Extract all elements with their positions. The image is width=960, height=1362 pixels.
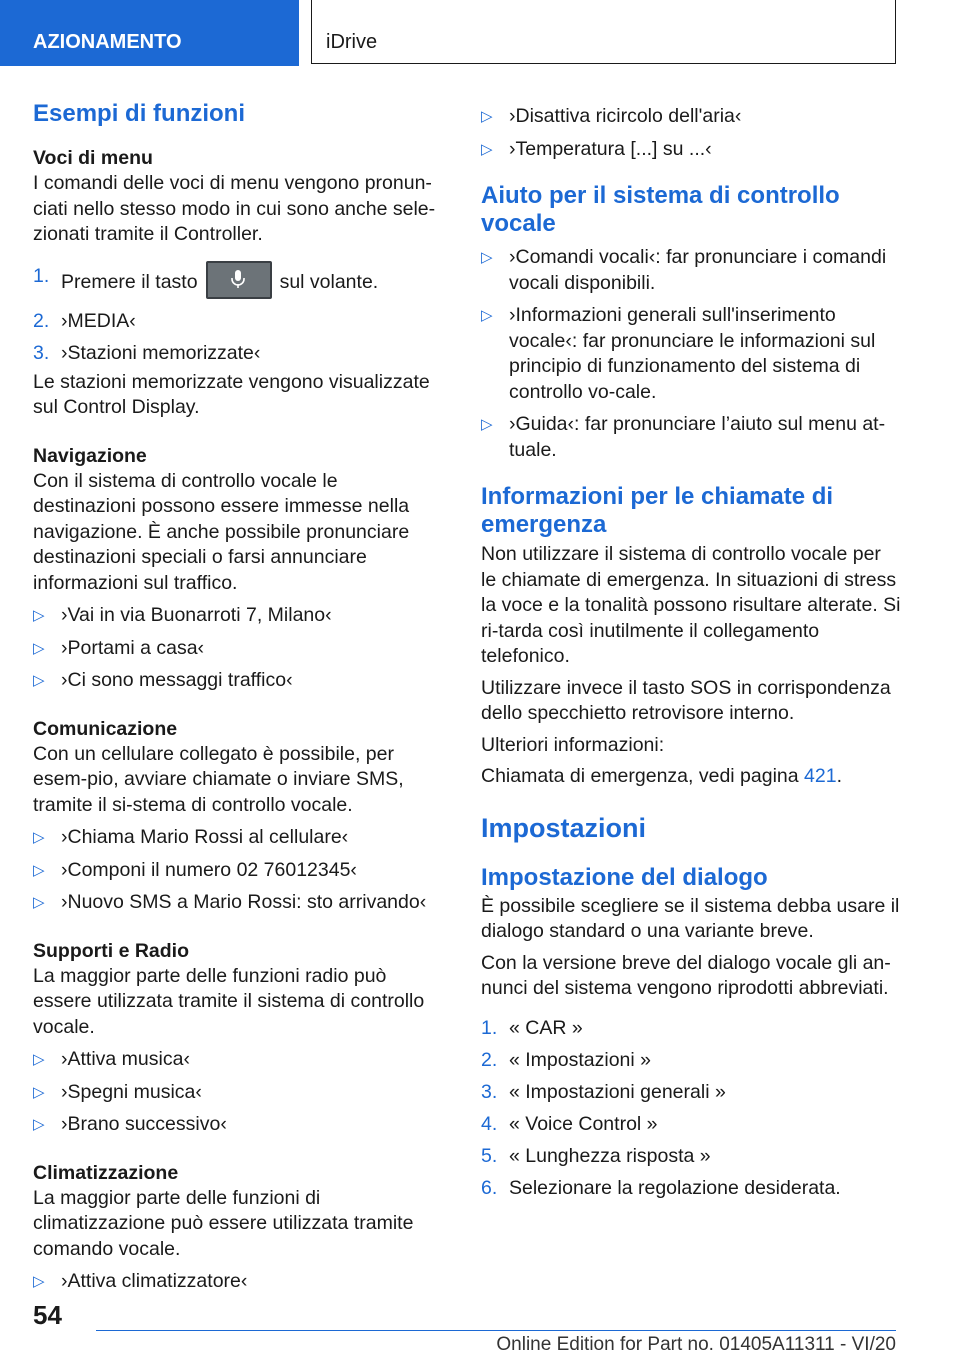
subsection-tab: iDrive [311,0,896,64]
clima-list-cont [481,104,901,162]
list-item: ▷ ›Guida‹: far pronunciare l’aiuto sul menu at-tuale. [481,413,886,461]
list-item: 1. « CAR » [481,1016,901,1042]
menu-after: Le stazioni memorizzate vengono visualizzate sul Control Display. [33,370,430,418]
settings-title: Impostazioni [481,812,647,843]
triangle-bullet-icon: ▷ [481,108,493,125]
list-item: ▷ ›Brano successivo‹ [33,1112,445,1138]
clima-list [33,1269,445,1295]
list-item: ▷ ›Chiama Mario Rossi al cellulare‹ [33,825,445,851]
step-number: 3. [481,1080,498,1103]
list-item: 2. « Impostazioni » [481,1048,901,1074]
media-text: La maggior parte delle funzioni radio può essere utilizzata tramite il sistema di controllo vocale. [33,964,425,1038]
media-list [33,1047,445,1138]
triangle-bullet-icon: ▷ [33,1083,45,1101]
list-item: 3. ›Stazioni memorizzate‹ [33,341,445,367]
triangle-bullet-icon: ▷ [481,416,493,433]
list-item: 1. Premere il tasto sul volante. [33,264,445,302]
triangle-bullet-icon: ▷ [481,140,493,158]
page-number: 54 [33,1300,62,1330]
microphone-icon [229,269,247,289]
clima-heading: Climatizzazione [33,1161,179,1184]
list-item: 2. ›MEDIA‹ [33,309,445,335]
triangle-bullet-icon: ▷ [481,307,493,324]
footer-divider [96,1330,896,1331]
media-heading: Supporti e Radio [33,939,189,962]
triangle-bullet-icon: ▷ [33,1273,45,1290]
step-number: 1. [33,264,50,287]
left-column [33,100,445,1295]
section-tab: AZIONAMENTO [0,0,299,66]
list-item: ▷ ›Disattiva ricircolo dell'aria‹ [481,104,901,130]
list-item: 5. « Lunghezza risposta » [481,1144,901,1170]
settings-steps [481,1016,901,1202]
emergency-p2: Utilizzare invece il tasto SOS in corrispondenza dello specchietto retrovisore interno. [481,676,891,724]
list-item: ▷ ›Componi il numero 02 76012345‹ [33,858,445,884]
list-item: ▷ ›Temperatura [...] su ...‹ [481,137,901,163]
triangle-bullet-icon: ▷ [481,249,493,266]
step-number: 1. [481,1016,498,1039]
nav-heading: Navigazione [33,444,147,467]
menu-heading: Voci di menu [33,147,153,169]
dialog-p1: È possibile scegliere se il sistema debba usare il dialogo standard o una variante breve. [481,894,900,942]
footer-edition: Online Edition for Part no. 01405A11311 - VI/20 [496,1334,896,1355]
nav-list [33,603,445,694]
step-number: 4. [481,1112,498,1135]
list-item: 4. « Voice Control » [481,1112,901,1138]
voice-key [206,261,272,299]
comm-heading: Comunicazione [33,717,178,740]
comm-text: Con un cellulare collegato è possibile, per esem-pio, avviare chiamate o inviare SMS, tramite il si-stema di controllo vocale. [33,742,404,816]
list-item: 6. Selezionare la regolazione desiderata. [481,1176,901,1202]
page-link[interactable]: 421 [804,765,837,787]
triangle-bullet-icon: ▷ [33,861,45,879]
clima-text: La maggior parte delle funzioni di climatizzazione può essere utilizzata tramite comando vocale. [33,1186,414,1260]
triangle-bullet-icon: ▷ [33,672,45,689]
page-header [0,0,960,66]
triangle-bullet-icon: ▷ [33,1116,45,1133]
step-number: 2. [33,309,50,332]
triangle-bullet-icon: ▷ [33,829,45,846]
triangle-bullet-icon: ▷ [33,639,45,657]
list-item: ▷ ›Vai in via Buonarroti 7, Milano‹ [33,603,445,629]
menu-steps [33,264,445,367]
menu-text: I comandi delle voci di menu vengono pronun-ciati nello stesso modo in cui sono anche sele-zionati tramite il Controller. [33,172,436,245]
triangle-bullet-icon: ▷ [33,894,45,911]
list-item: ▷ ›Portami a casa‹ [33,636,445,662]
help-list [481,245,901,463]
step-number: 3. [33,342,50,364]
list-item: ▷ ›Comandi vocali‹: far pronunciare i comandi vocali disponibili. [481,246,887,294]
nav-text: Con il sistema di controllo vocale le destinazioni possono essere immesse nella navigazione. È anche possibile pronunciare destinazioni speciali o farsi annunciare informazioni sul traffico. [33,469,410,594]
list-item: ▷ ›Ci sono messaggi traffico‹ [33,668,445,694]
list-item: ▷ ›Spegni musica‹ [33,1080,445,1106]
emergency-p4: Chiamata di emergenza, vedi pagina 421. [481,765,842,787]
emergency-title: Informazioni per le chiamate di emergenza [481,483,834,538]
comm-list [33,825,445,916]
help-title: Aiuto per il sistema di controllo vocale [481,182,840,237]
list-item: ▷ ›Attiva climatizzatore‹ [33,1269,445,1295]
right-column [481,104,901,1201]
triangle-bullet-icon: ▷ [33,607,45,624]
list-item: ▷ ›Informazioni generali sull'inserimento vocale‹: far pronunciare le informazioni sul principio di funzionamento del sistema di controllo vo-cale. [481,304,876,403]
list-item: ▷ ›Attiva musica‹ [33,1047,445,1073]
dialog-title: Impostazione del dialogo [481,863,768,891]
section-title: Esempi di funzioni [33,100,246,127]
list-item: ▷ ›Nuovo SMS a Mario Rossi: sto arrivando‹ [33,890,445,916]
step-number: 2. [481,1048,498,1071]
emergency-p1: Non utilizzare il sistema di controllo vocale per le chiamate di emergenza. In situazioni di stress la voce e la tonalità possono risultare alterate. Si ri-tarda così inutilmente il collegamento telefonico. [481,543,901,667]
emergency-p3: Ulteriori informazioni: [481,733,665,756]
triangle-bullet-icon: ▷ [33,1051,45,1068]
dialog-p2: Con la versione breve del dialogo vocale gli an-nunci del sistema vengono riprodotti abbreviati. [481,951,891,999]
step-number: 5. [481,1144,498,1167]
step-number: 6. [481,1176,498,1199]
list-item: 3. « Impostazioni generali » [481,1080,901,1106]
